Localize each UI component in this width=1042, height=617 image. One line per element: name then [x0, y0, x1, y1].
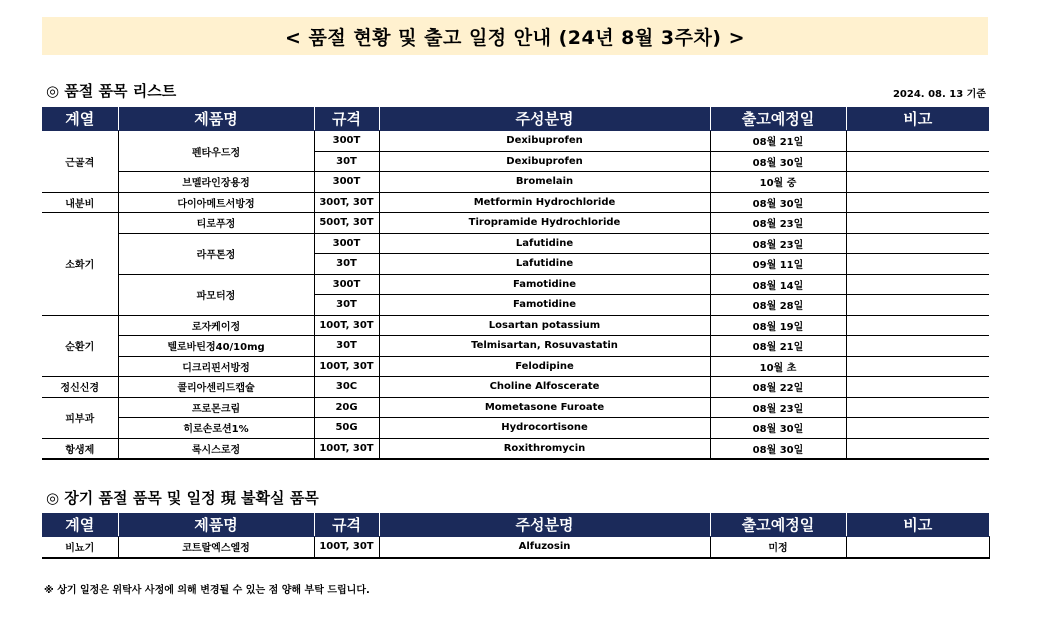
- table-cell: [846, 172, 989, 193]
- table-cell: 08월 14일: [710, 274, 846, 295]
- table-cell: Famotidine: [379, 274, 710, 295]
- table-cell: [846, 274, 989, 295]
- table-cell: 파모터정: [118, 274, 314, 315]
- table-cell: Hydrocortisone: [379, 418, 710, 439]
- table-cell: Metformin Hydrochloride: [379, 192, 710, 213]
- table-cell: 08월 21일: [710, 336, 846, 357]
- table-cell: 30T: [314, 336, 379, 357]
- table-cell: 10월 초: [710, 356, 846, 377]
- table-cell: 500T, 30T: [314, 213, 379, 234]
- table-row: [42, 397, 989, 418]
- table-cell: 프로몬크림: [118, 397, 314, 418]
- table-cell: 20G: [314, 397, 379, 418]
- table-cell: 100T, 30T: [314, 537, 379, 558]
- column-header: 규격: [314, 107, 379, 131]
- table-cell: [846, 356, 989, 377]
- table-cell: 록시스로정: [118, 438, 314, 459]
- table-cell: 50G: [314, 418, 379, 439]
- section-title-long-term-out-of-stock: ◎ 장기 품절 품목 및 일정 現 불확실 품목: [46, 489, 319, 507]
- table-cell: [846, 295, 989, 316]
- table-cell: 펜타우드정: [118, 131, 314, 172]
- table-row: [42, 131, 989, 152]
- column-header: 계열: [42, 107, 118, 131]
- table-cell: 08월 23일: [710, 233, 846, 254]
- table-cell: 08월 22일: [710, 377, 846, 398]
- table-cell: Famotidine: [379, 295, 710, 316]
- table-row: [42, 438, 989, 459]
- table-header-row: [42, 513, 989, 537]
- table-cell: [846, 151, 989, 172]
- column-header: 규격: [314, 513, 379, 537]
- table-cell: Felodipine: [379, 356, 710, 377]
- table-row: [42, 274, 989, 295]
- column-header: 출고예정일: [710, 513, 846, 537]
- table-cell: 로자케이정: [118, 315, 314, 336]
- table-row: [42, 233, 989, 254]
- table-cell: 정신신경: [42, 377, 118, 398]
- table-cell: 피부과: [42, 397, 118, 438]
- table-cell: 비뇨기: [42, 537, 118, 558]
- table-cell: 300T, 30T: [314, 192, 379, 213]
- column-header: 제품명: [118, 107, 314, 131]
- table-cell: 순환기: [42, 315, 118, 377]
- table-row: [42, 356, 989, 377]
- table-cell: Bromelain: [379, 172, 710, 193]
- table-cell: 08월 19일: [710, 315, 846, 336]
- out-of-stock-table: [42, 107, 989, 460]
- table-cell: 라푸톤정: [118, 233, 314, 274]
- footnote: ※ 상기 일정은 위탁사 사정에 의해 변경될 수 있는 점 양해 부탁 드립니다.: [44, 585, 370, 596]
- table-row: [42, 537, 989, 558]
- table-cell: [846, 438, 989, 459]
- table-row: [42, 336, 989, 357]
- column-header: 출고예정일: [710, 107, 846, 131]
- table-cell: 08월 23일: [710, 213, 846, 234]
- column-header: 주성분명: [379, 513, 710, 537]
- column-header: 제품명: [118, 513, 314, 537]
- table-cell: 300T: [314, 233, 379, 254]
- table-cell: 08월 30일: [710, 418, 846, 439]
- table-cell: [846, 397, 989, 418]
- table-cell: Choline Alfoscerate: [379, 377, 710, 398]
- table-cell: Tiropramide Hydrochloride: [379, 213, 710, 234]
- table-cell: 티로푸정: [118, 213, 314, 234]
- table-cell: [846, 377, 989, 398]
- table-cell: 히로손로션1%: [118, 418, 314, 439]
- table-cell: 08월 23일: [710, 397, 846, 418]
- table-cell: Dexibuprofen: [379, 151, 710, 172]
- table-row: [42, 418, 989, 439]
- table-row: [42, 315, 989, 336]
- table-cell: [846, 418, 989, 439]
- table-cell: 다이아메트서방정: [118, 192, 314, 213]
- table-cell: Losartan potassium: [379, 315, 710, 336]
- table-cell: Telmisartan, Rosuvastatin: [379, 336, 710, 357]
- table-cell: 내분비: [42, 192, 118, 213]
- table-row: [42, 172, 989, 193]
- column-header: 비고: [846, 513, 989, 537]
- table-cell: 브멜라인장용정: [118, 172, 314, 193]
- table-row: [42, 377, 989, 398]
- table-cell: [846, 233, 989, 254]
- column-header: 비고: [846, 107, 989, 131]
- table-cell: 08월 30일: [710, 192, 846, 213]
- table-cell: 코트랄엑스엘정: [118, 537, 314, 558]
- table-row: [42, 192, 989, 213]
- table-cell: Lafutidine: [379, 233, 710, 254]
- as-of-date: 2024. 08. 13 기준: [892, 89, 986, 100]
- table-cell: Mometasone Furoate: [379, 397, 710, 418]
- table-cell: [846, 254, 989, 275]
- table-cell: 09월 11일: [710, 254, 846, 275]
- table-cell: 콜리아센리드캡슐: [118, 377, 314, 398]
- table-row: [42, 213, 989, 234]
- table-cell: Alfuzosin: [379, 537, 710, 558]
- table-cell: [846, 213, 989, 234]
- table-cell: 소화기: [42, 213, 118, 316]
- table-cell: 30T: [314, 295, 379, 316]
- table-cell: Lafutidine: [379, 254, 710, 275]
- table-cell: 300T: [314, 274, 379, 295]
- table-cell: 30T: [314, 151, 379, 172]
- table-cell: 300T: [314, 131, 379, 152]
- table-cell: 텔로바틴정40/10mg: [118, 336, 314, 357]
- table-cell: 08월 30일: [710, 438, 846, 459]
- table-cell: 디크리핀서방정: [118, 356, 314, 377]
- table-cell: [846, 131, 989, 152]
- table-cell: 미정: [710, 537, 846, 558]
- table-cell: 30T: [314, 254, 379, 275]
- table-cell: Roxithromycin: [379, 438, 710, 459]
- column-header: 주성분명: [379, 107, 710, 131]
- table-cell: 08월 28일: [710, 295, 846, 316]
- table-cell: 30C: [314, 377, 379, 398]
- table-cell: [846, 336, 989, 357]
- table-cell: [846, 192, 989, 213]
- long-term-table: [42, 513, 990, 559]
- table-cell: 08월 30일: [710, 151, 846, 172]
- page-banner-title: < 품절 현황 및 출고 일정 안내 (24년 8월 3주차) >: [42, 17, 988, 55]
- table-cell: 100T, 30T: [314, 438, 379, 459]
- table-cell: 항생제: [42, 438, 118, 459]
- table-cell: [846, 315, 989, 336]
- table-header-row: [42, 107, 989, 131]
- table-cell: Dexibuprofen: [379, 131, 710, 152]
- table-cell: [846, 537, 989, 558]
- table-cell: 100T, 30T: [314, 315, 379, 336]
- table-cell: 100T, 30T: [314, 356, 379, 377]
- table-cell: 300T: [314, 172, 379, 193]
- table-cell: 10월 중: [710, 172, 846, 193]
- column-header: 계열: [42, 513, 118, 537]
- table-cell: 근골격: [42, 131, 118, 193]
- section-title-out-of-stock: ◎ 품절 품목 리스트: [46, 82, 177, 100]
- table-cell: 08월 21일: [710, 131, 846, 152]
